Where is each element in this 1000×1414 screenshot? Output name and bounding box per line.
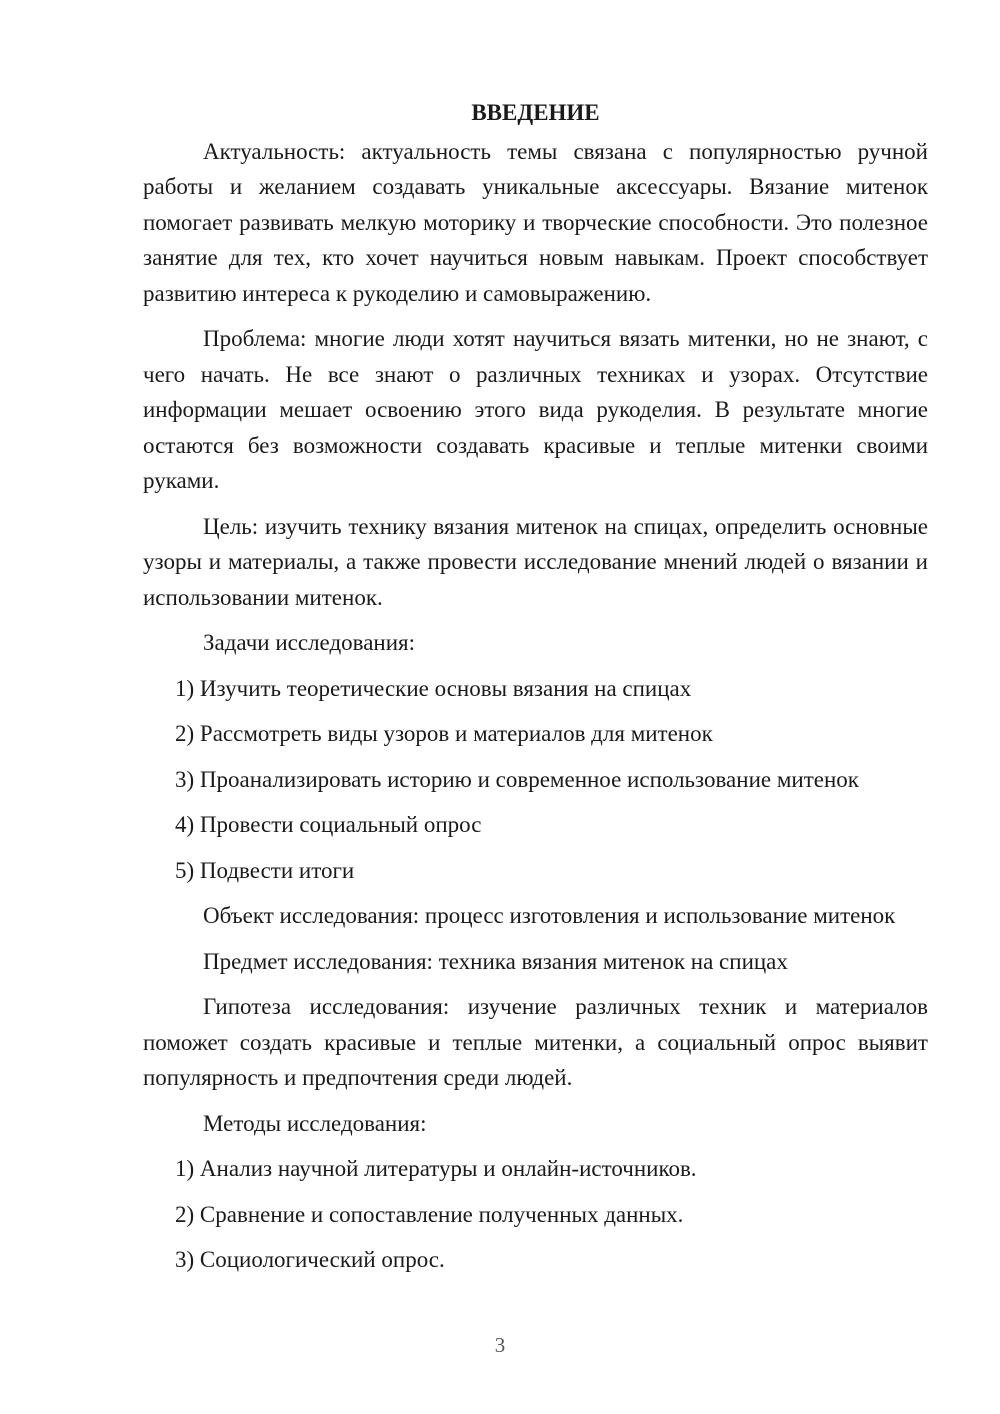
object-paragraph: Объект исследования: процесс изготовления и использование митенок [203, 903, 896, 928]
methods-heading: Методы исследования: [203, 1110, 427, 1136]
subject-paragraph: Предмет исследования: техника вязания митенок на спицах [203, 948, 788, 974]
task-item: 3) Проанализировать историю и современное использование митенок [175, 766, 859, 792]
document-body [143, 95, 928, 1288]
task-item: 2) Рассмотреть виды узоров и материалов для митенок [175, 721, 713, 746]
page-title: ВВЕДЕНИЕ [471, 100, 600, 125]
method-item: 2) Сравнение и сопоставление полученных данных. [175, 1201, 684, 1227]
tasks-heading: Задачи исследования: [203, 630, 416, 655]
task-item: 1) Изучить теоретические основы вязания на спицах [175, 675, 692, 701]
task-item: 4) Провести социальный опрос [175, 812, 482, 837]
problem-paragraph: Проблема: многие люди хотят научиться вязать митенки, но не знают, с чего начать. Не все знают о различных техниках и узорах. Отсутствие информации мешает освоению этого вида рукоделия. В результате многие остаются без возможности создавать красивые и теплые митенки своими руками. [143, 326, 928, 493]
method-item: 3) Социологический опрос. [175, 1247, 445, 1272]
task-item: 5) Подвести итоги [175, 857, 355, 883]
page-number: 3 [494, 1333, 506, 1357]
hypothesis-paragraph: Гипотеза исследования: изучение различных техник и материалов поможет создать красивые и теплые митенки, а социальный опрос выявит популярность и предпочтения среди людей. [143, 994, 928, 1090]
method-item: 1) Анализ научной литературы и онлайн-источников. [175, 1156, 697, 1181]
goal-paragraph: Цель: изучить технику вязания митенок на спицах, определить основные узоры и материалы, а также провести исследование мнений людей о вязании и использовании митенок. [143, 513, 928, 610]
actuality-paragraph: Актуальность: актуальность темы связана с популярностью ручной работы и желанием создавать уникальные аксессуары. Вязание митенок помогает развивать мелкую моторику и творческие способности. Это полезное занятие для тех, кто хочет научиться новым навыкам. Проект способствует развитию интереса к рукоделию и самовыражению. [143, 138, 928, 306]
